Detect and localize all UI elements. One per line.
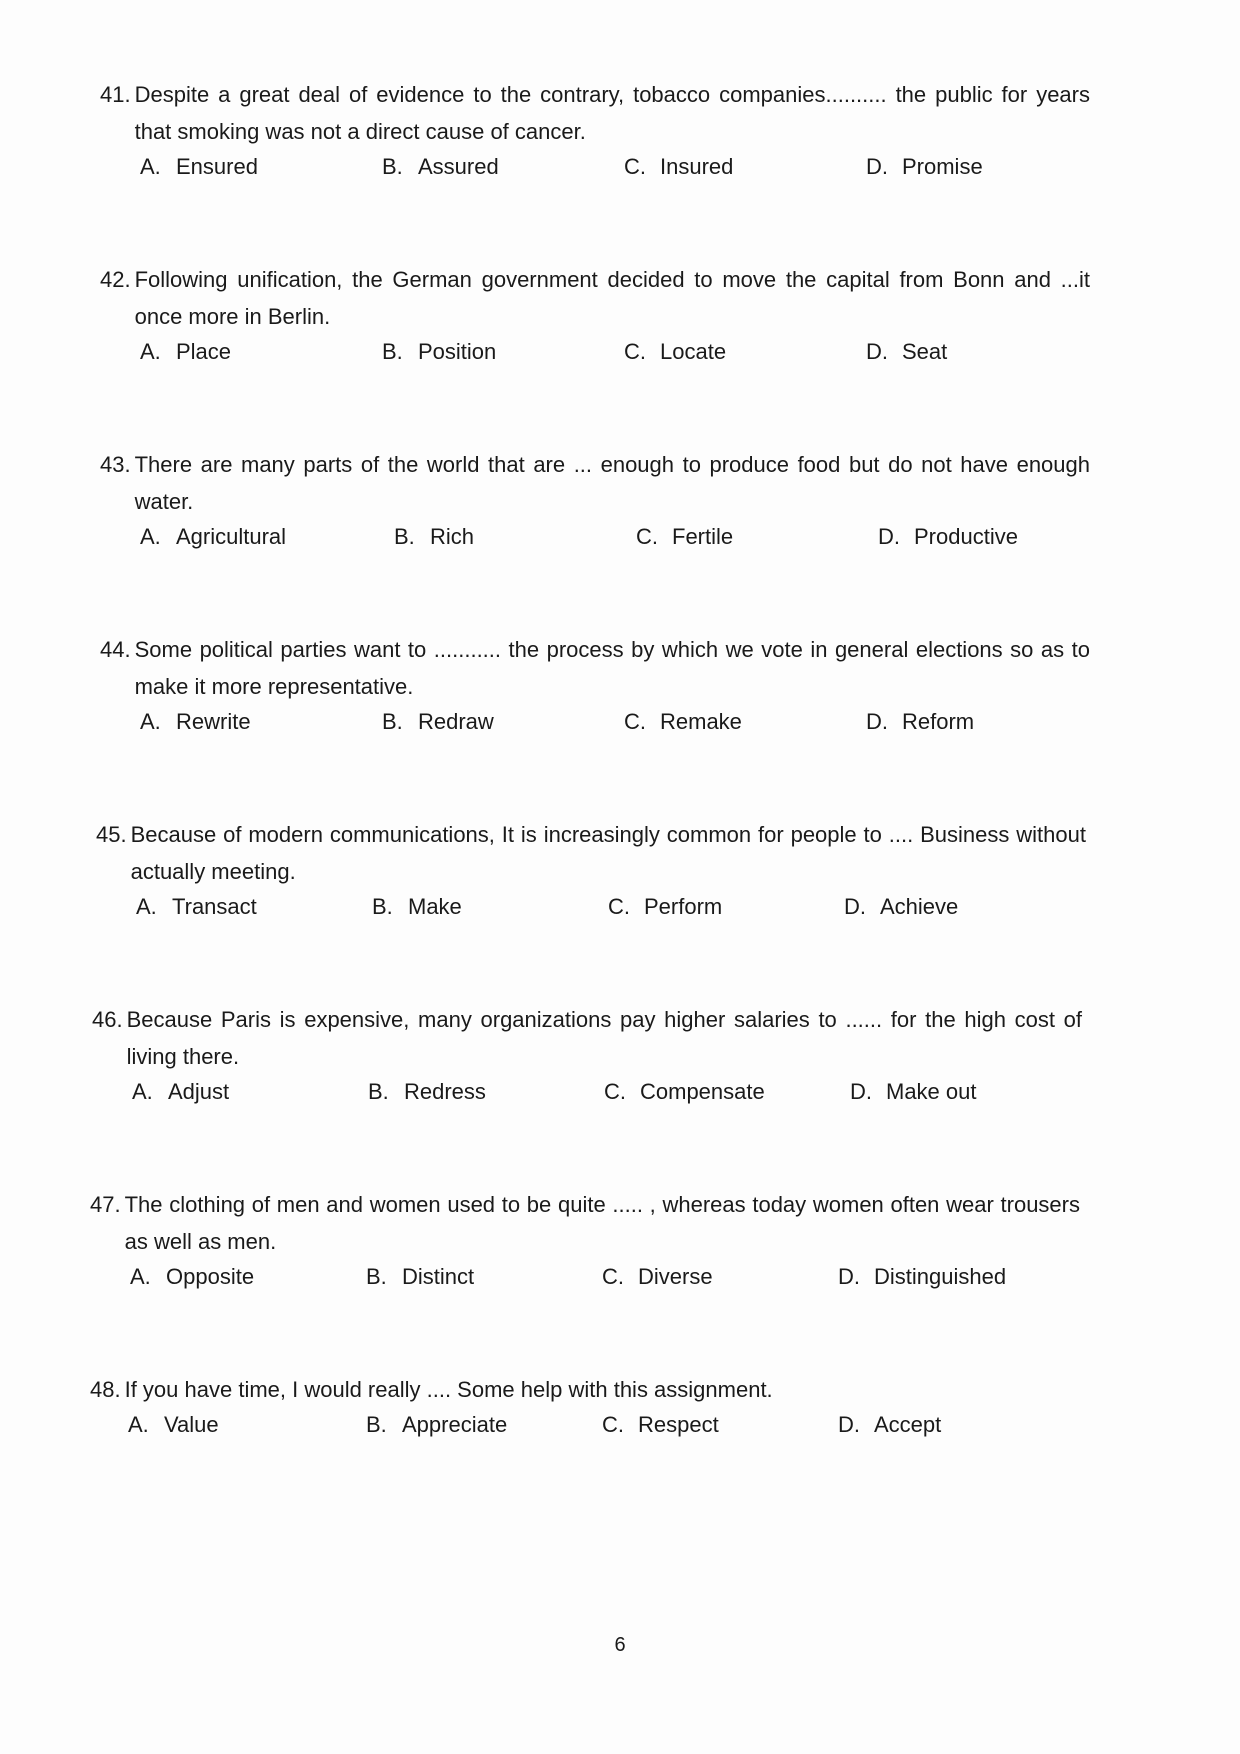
option-b[interactable] <box>366 1264 474 1290</box>
option-c[interactable] <box>602 1264 713 1290</box>
option-text: Transact <box>172 894 257 919</box>
question-45 <box>96 816 1086 928</box>
question-46 <box>92 1001 1082 1113</box>
option-text: Redraw <box>418 709 494 734</box>
option-d[interactable] <box>844 894 958 920</box>
option-text: Agricultural <box>176 524 287 549</box>
option-text: Perform <box>644 894 723 919</box>
option-d[interactable] <box>866 339 947 365</box>
option-letter: D. <box>838 1264 860 1289</box>
option-text: Locate <box>660 339 727 364</box>
option-letter: B. <box>366 1412 387 1437</box>
options-row <box>90 1412 1080 1446</box>
question-number: 45. <box>96 822 127 847</box>
option-letter: D. <box>844 894 866 919</box>
option-letter: A. <box>130 1264 151 1289</box>
option-text: Distinguished <box>874 1264 1007 1289</box>
option-text: Make <box>408 894 462 919</box>
option-letter: B. <box>372 894 393 919</box>
option-b[interactable] <box>382 154 499 180</box>
option-text: Opposite <box>166 1264 255 1289</box>
option-text: Ensured <box>176 154 258 179</box>
option-text: Reform <box>902 709 975 734</box>
option-letter: C. <box>624 154 646 179</box>
question-text: Despite a great deal of evidence to the contrary, tobacco companies.......... the public for years that smoking was not a direct cause of cancer. <box>134 82 1090 144</box>
question-stem <box>92 1001 1082 1075</box>
option-text: Distinct <box>402 1264 475 1289</box>
option-text: Remake <box>660 709 742 734</box>
option-text: Position <box>418 339 497 364</box>
option-text: Place <box>176 339 232 364</box>
option-text: Accept <box>874 1412 942 1437</box>
option-a[interactable] <box>140 709 251 735</box>
option-d[interactable] <box>866 154 983 180</box>
question-47 <box>90 1186 1080 1298</box>
option-text: Insured <box>660 154 734 179</box>
options-row <box>100 339 1090 373</box>
question-stem <box>100 76 1090 150</box>
option-a[interactable] <box>140 339 231 365</box>
page-number: 6 <box>614 1634 626 1656</box>
question-42 <box>100 261 1090 373</box>
option-a[interactable] <box>130 1264 254 1290</box>
option-text: Achieve <box>880 894 959 919</box>
option-a[interactable] <box>128 1412 219 1438</box>
options-row <box>92 1079 1082 1113</box>
option-d[interactable] <box>866 709 974 735</box>
question-number: 46. <box>92 1007 123 1032</box>
option-letter: C. <box>602 1412 624 1437</box>
option-a[interactable] <box>136 894 257 920</box>
option-letter: C. <box>636 524 658 549</box>
option-d[interactable] <box>878 524 1018 550</box>
question-41 <box>100 76 1090 188</box>
question-text: Because of modern communications, It is increasingly common for people to .... Business without actually meeting. <box>130 822 1086 884</box>
option-b[interactable] <box>368 1079 486 1105</box>
option-text: Rich <box>430 524 475 549</box>
option-text: Rewrite <box>176 709 251 734</box>
option-c[interactable] <box>636 524 733 550</box>
option-letter: D. <box>878 524 900 549</box>
question-48 <box>90 1371 1080 1446</box>
options-row <box>100 154 1090 188</box>
option-letter: A. <box>140 524 161 549</box>
options-row <box>100 709 1090 743</box>
option-letter: D. <box>850 1079 872 1104</box>
option-letter: A. <box>140 339 161 364</box>
options-row <box>90 1264 1080 1298</box>
question-number: 48. <box>90 1377 121 1402</box>
option-text: Assured <box>418 154 499 179</box>
option-letter: A. <box>136 894 157 919</box>
option-c[interactable] <box>602 1412 719 1438</box>
option-letter: A. <box>140 154 161 179</box>
option-text: Seat <box>902 339 948 364</box>
option-letter: B. <box>368 1079 389 1104</box>
option-b[interactable] <box>382 339 496 365</box>
question-stem <box>100 446 1090 520</box>
option-text: Appreciate <box>402 1412 508 1437</box>
option-letter: A. <box>132 1079 153 1104</box>
question-number: 47. <box>90 1192 121 1217</box>
question-43 <box>100 446 1090 558</box>
question-stem <box>100 631 1090 705</box>
question-text: Following unification, the German government decided to move the capital from Bonn and ...it once more in Berlin. <box>134 267 1090 329</box>
option-b[interactable] <box>372 894 462 920</box>
question-stem <box>90 1186 1080 1260</box>
option-letter: D. <box>866 154 888 179</box>
option-letter: B. <box>366 1264 387 1289</box>
option-text: Redress <box>404 1079 486 1104</box>
option-letter: C. <box>624 709 646 734</box>
option-letter: B. <box>394 524 415 549</box>
question-text: Because Paris is expensive, many organizations pay higher salaries to ...... for the high cost of living there. <box>126 1007 1082 1069</box>
option-letter: D. <box>838 1412 860 1437</box>
options-row <box>96 894 1086 928</box>
option-a[interactable] <box>132 1079 229 1105</box>
question-text: There are many parts of the world that are ... enough to produce food but do not have enough water. <box>134 452 1090 514</box>
option-letter: C. <box>604 1079 626 1104</box>
option-letter: C. <box>602 1264 624 1289</box>
option-b[interactable] <box>382 709 494 735</box>
option-text: Adjust <box>168 1079 230 1104</box>
option-c[interactable] <box>624 709 742 735</box>
question-text: The clothing of men and women used to be quite ..... , whereas today women often wear trousers as well as men. <box>124 1192 1080 1254</box>
option-text: Productive <box>914 524 1018 549</box>
option-letter: C. <box>624 339 646 364</box>
question-stem <box>100 261 1090 335</box>
option-text: Diverse <box>638 1264 713 1289</box>
option-c[interactable] <box>608 894 722 920</box>
question-number: 43. <box>100 452 131 477</box>
question-number: 44. <box>100 637 131 662</box>
option-b[interactable] <box>394 524 474 550</box>
question-number: 42. <box>100 267 131 292</box>
option-c[interactable] <box>624 339 726 365</box>
option-text: Fertile <box>672 524 734 549</box>
option-text: Value <box>164 1412 219 1437</box>
option-letter: C. <box>608 894 630 919</box>
question-stem <box>90 1371 1080 1408</box>
question-stem <box>96 816 1086 890</box>
option-a[interactable] <box>140 524 286 550</box>
option-letter: B. <box>382 339 403 364</box>
option-text: Promise <box>902 154 983 179</box>
option-text: Compensate <box>640 1079 765 1104</box>
option-text: Respect <box>638 1412 719 1437</box>
option-text: Make out <box>886 1079 977 1104</box>
option-c[interactable] <box>604 1079 765 1105</box>
option-letter: B. <box>382 709 403 734</box>
option-c[interactable] <box>624 154 733 180</box>
question-text: If you have time, I would really .... Some help with this assignment. <box>124 1377 773 1402</box>
option-letter: D. <box>866 339 888 364</box>
option-d[interactable] <box>838 1264 1006 1290</box>
option-d[interactable] <box>850 1079 977 1105</box>
option-letter: D. <box>866 709 888 734</box>
question-44 <box>100 631 1090 743</box>
question-text: Some political parties want to ........... the process by which we vote in general elections so as to make it more representative. <box>134 637 1090 699</box>
option-b[interactable] <box>366 1412 507 1438</box>
option-d[interactable] <box>838 1412 941 1438</box>
option-letter: A. <box>140 709 161 734</box>
question-number: 41. <box>100 82 131 107</box>
option-a[interactable] <box>140 154 258 180</box>
options-row <box>100 524 1090 558</box>
option-letter: A. <box>128 1412 149 1437</box>
option-letter: B. <box>382 154 403 179</box>
